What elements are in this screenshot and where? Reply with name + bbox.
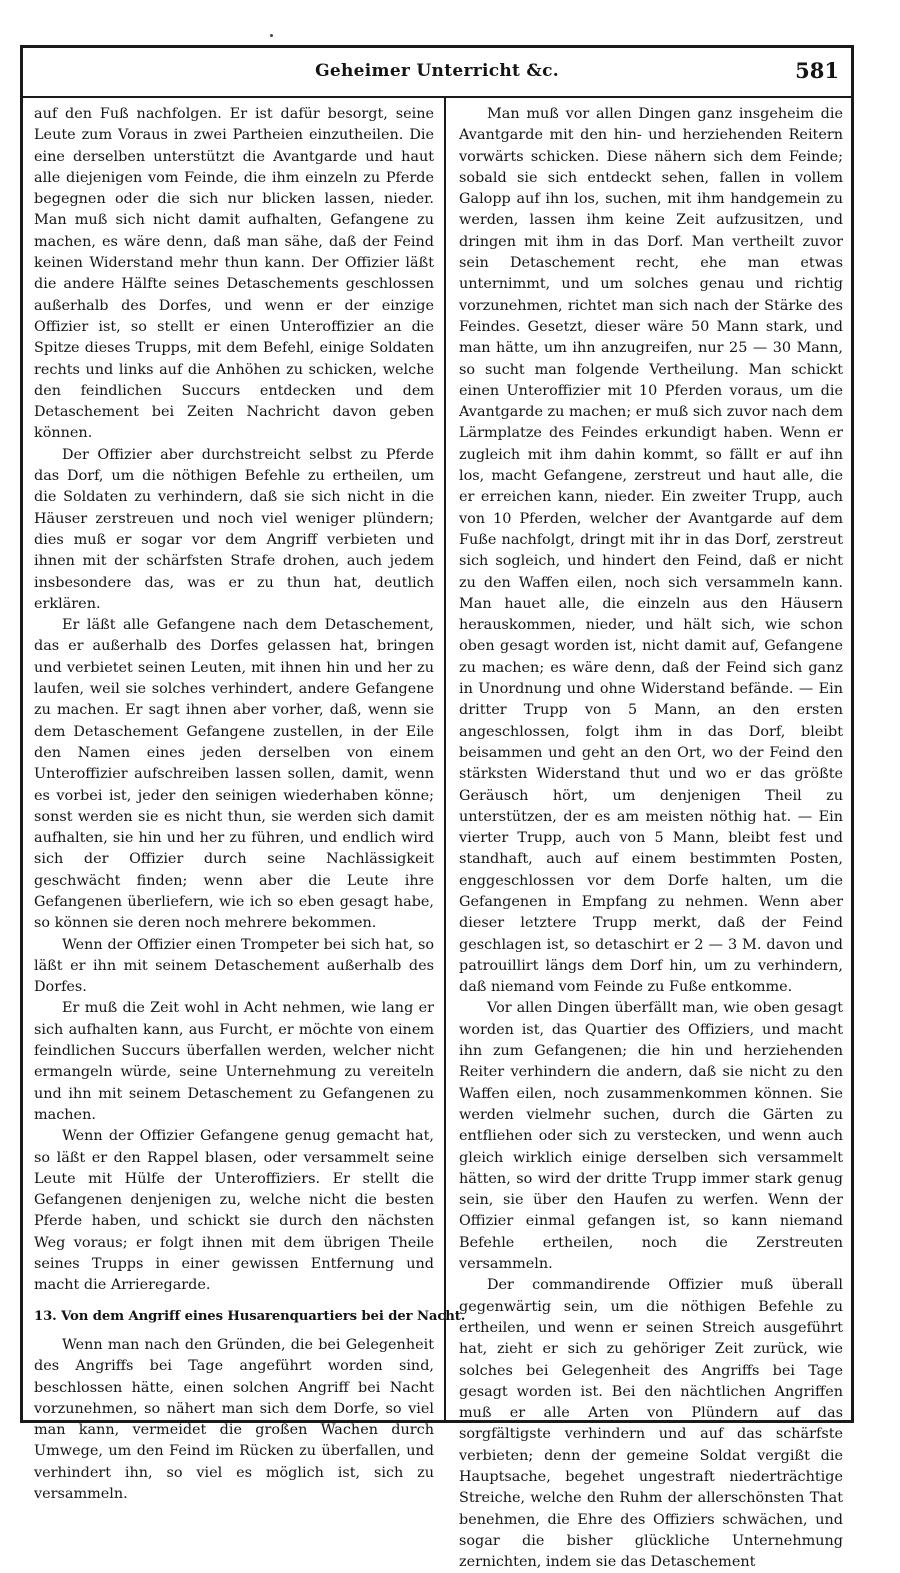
paragraph: Er läßt alle Gefangene nach dem Detaschement, das er außerhalb des Dorfes gelassen hat, bringen und verbietet seinen Leuten, mit ihnen hin und her zu laufen, weil sie solches verhindert, andere Gefangene zu machen. Er sagt ihnen aber vorher, daß, wenn sie dem Detaschement Gefangene zustellen, in der Eile den Namen eines jeden derselben von einem Unteroffizier aufschreiben lassen sollen, damit, wenn es vorbei ist, jeder den seinigen wiederhaben könne; sonst werden sie es nicht thun, sie werden sich damit aufhalten, sie hin und her zu führen, und endlich wird sich der Offizier durch seine Nachlässigkeit geschwächt finden; wenn aber die Leute ihre Gefangenen überliefern, wie ich so eben gesagt habe, so können sie deren noch mehrere bekommen. — [34, 617, 434, 932]
running-header — [23, 48, 851, 98]
paragraph: auf den Fuß nachfolgen. Er ist dafür besorgt, seine Leute zum Voraus in zwei Partheien einzutheilen. Die eine derselben unterstützt die Avantgarde und haut alle diejenigen vom Feinde, die ihm einzeln zu Pferde begegnen oder die sich nur blicken lassen, nieder. Man muß sich nicht damit aufhalten, Gefangene zu machen, es wäre denn, daß man sähe, daß der Feind keinen Widerstand mehr thun kann. Der Offizier läßt die andere Hälfte seines Detaschements geschlossen außerhalb des Dorfes, und wenn er der einzige Offizier ist, so stellt er einen Unteroffizier an die Spitze dieses Trupps, mit dem Befehl, einige Soldaten rechts und links auf die Anhöhen zu schicken, welche den feindlichen Succurs entdecken und dem Detaschement bei Zeiten Nachricht davon geben können. — [34, 106, 434, 442]
running-title: Geheimer Unterricht &c. — [315, 61, 559, 81]
column-divider — [444, 96, 446, 1420]
paragraph: Vor allen Dingen überfällt man, wie oben gesagt worden ist, das Quartier des Offiziers, und macht ihn zum Gefangenen; die hin und herziehenden Reiter verhindern die andern, daß sie nicht zu den Waffen eilen, noch zusammenkommen können. Sie werden vielmehr suchen, durch die Gärten zu entfliehen oder sich zu verstecken, und wenn auch gleich wirklich einige derselben sich versammelt hätten, so wird der dritte Trupp immer stark genug sein, sie über den Haufen zu werfen. Wenn der Offizier einmal gefangen ist, so kann niemand Befehle ertheilen, noch die Zerstreuten versammeln. — [459, 1000, 843, 1273]
paragraph: Wenn der Offizier einen Trompeter bei sich hat, so läßt er ihn mit seinem Detaschement außerhalb des Dorfes. — [34, 936, 434, 996]
paragraph: Wenn man nach den Gründen, die bei Gelegenheit des Angriffs bei Tage angeführt worden sind, beschlossen hätte, einen solchen Angriff bei Nacht vorzunehmen, so nähert man sich dem Dorfe, so viel man kann, vermeidet die großen Wachen durch Umwege, um den Feind im Rücken zu überfallen, und verhindert ihn, so viel es möglich ist, sich zu versammeln. — [34, 1336, 434, 1502]
ink-speck — [270, 34, 273, 37]
section-heading: 13. Von dem Angriff eines Husarenquartiers bei der Nacht. — [34, 1308, 466, 1324]
page-number: 581 — [795, 58, 839, 83]
paragraph: Er muß die Zeit wohl in Acht nehmen, wie lang er sich aufhalten kann, aus Furcht, er möchte von einem feindlichen Succurs überfallen werden, welcher nicht ermangeln würde, seine Unternehmung zu vereiteln und ihn mit seinem Detaschement zu Gefangenen zu machen. — [34, 1000, 434, 1123]
page-frame — [20, 45, 854, 1571]
paragraph: Man muß vor allen Dingen ganz insgeheim die Avantgarde mit den hin- und herziehenden Reitern vorwärts schicken. Diese nähern sich dem Feinde; sobald sie sich entdeckt sehen, fallen in vollem Galopp auf ihn los, suchen, mit ihm handgemein zu werden, lassen ihm keine Zeit aufzusitzen, und dringen mit ihm in das Dorf. Man vertheilt zuvor sein Detaschement recht, ehe man etwas unternimmt, und um solches genau und richtig vorzunehmen, richtet man sich nach der Stärke des Feindes. Gesetzt, dieser wäre 50 Mann stark, und man hätte, um ihn anzugreifen, nur 25 — 30 Mann, so sucht man folgende Vertheilung. Man schickt einen Unteroffizier mit 10 Pferden voraus, um die Avantgarde zu machen; er muß sich zuvor nach dem Lärmplatze des Feindes erkundigt haben. Wenn er zugleich mit ihm dahin kommt, so fällt er auf ihn los, macht Gefangene, zerstreut und haut alle, die er erreichen kann, nieder. Ein zweiter Trupp, auch von 10 Pferden, welcher der Avantgarde auf dem Fuße nachfolgt, dringt mit ihr in das Dorf, zerstreut sich sogleich, und hindert den Feind, daß er nicht zu den Waffen eilen, noch sich versammeln kann. Man hauet alle, die einzeln aus den Häusern herauskommen, nieder, und hält sich, wie schon oben gesagt worden ist, nicht damit auf, Gefangene zu machen; es wäre denn, daß der Feind sich ganz in Unordnung und ohne Widerstand befände. — Ein dritter Trupp von 5 Mann, an den ersten angeschlossen, folgt ihm in das Dorf, bleibt beisammen und geht an den Ort, wo der Feind den stärksten Widerstand thut und wo er das größte Geräusch hört, um denjenigen Theil zu unterstützen, der es am meisten nöthig hat. — Ein vierter Trupp, auch von 5 Mann, bleibt fest und standhaft, auch auf einem bestimmten Posten, enggeschlossen vor dem Dorfe halten, um die Gefangenen in Empfang zu nehmen. Wenn aber dieser letztere Trupp merkt, daß der Feind geschlagen ist, so detaschirt er 2 — 3 M. davon und patrouillirt längs dem Dorf hin, um zu verhindern, daß niemand vom Feinde zu Fuße entkomme. — [459, 106, 843, 996]
right-column — [459, 104, 843, 1573]
paragraph: Wenn der Offizier Gefangene genug gemacht hat, so läßt er den Rappel blasen, oder versammelt seine Leute mit Hülfe der Unteroffiziers. Er stellt die Gefangenen denjenigen zu, welche nicht die besten Pferde haben, und schickt sie durch den nächsten Weg voraus; er folgt ihnen mit dem übrigen Theile seines Trupps in einer gewissen Entfernung und macht die Arrieregarde. — [34, 1128, 434, 1294]
paragraph: Der commandirende Offizier muß überall gegenwärtig sein, um die nöthigen Befehle zu ertheilen, und wenn er seinen Streich ausgeführt hat, zieht er sich zu gehöriger Zeit zurück, wie solches bei Gelegenheit des Angriffs bei Tage gesagt worden ist. Bei den nächtlichen Angriffen muß er alle Arten von Plündern auf das sorgfältigste verhindern und auf das schärfste verbieten; denn der gemeine Soldat vergißt die Hauptsache, begehet ungestraft niederträchtige Streiche, welche den Ruhm der allerschönsten That benehmen, die Ehre des Offiziers schwächen, und sogar die bisher glückliche Unternehmung zernichten, indem sie das Detaschement — [459, 1277, 843, 1571]
paragraph: Der Offizier aber durchstreicht selbst zu Pferde das Dorf, um die nöthigen Befehle zu ertheilen, um die Soldaten zu verhindern, daß sie sich nicht in die Häuser zerstreuen und noch viel weniger plündern; dies muß er sogar vor dem Angriff verbieten und ihnen mit der schärfsten Strafe drohen, auch jedem insbesondere das, was er zu thun hat, deutlich erklären. — [34, 446, 434, 612]
left-column — [34, 104, 466, 1505]
